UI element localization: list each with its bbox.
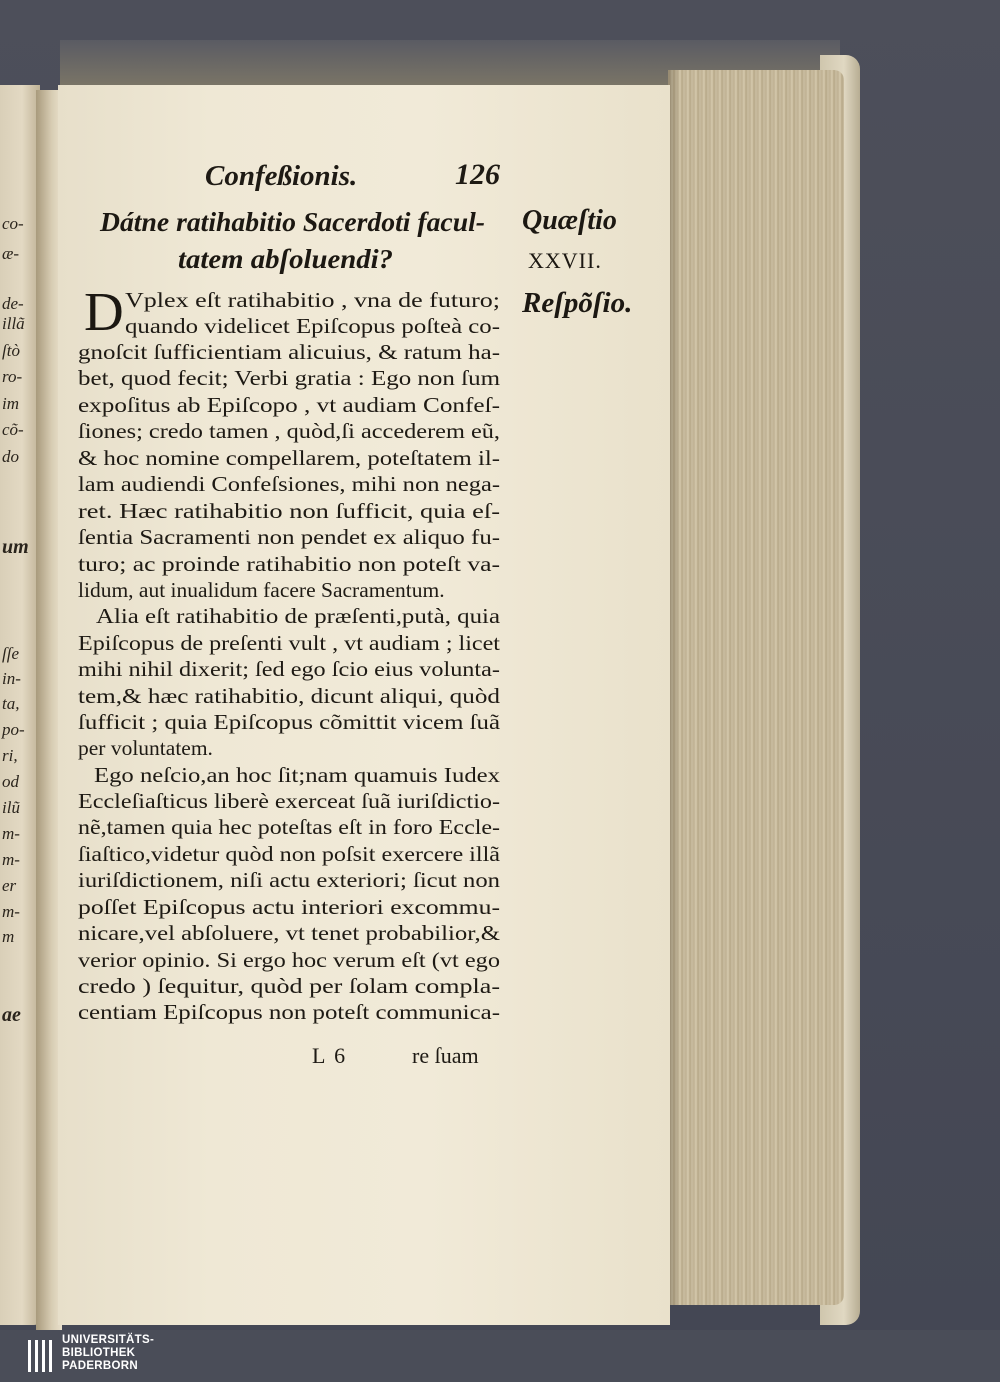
body-line: Ego neſcio,an hoc ſit;nam quamuis Iudex xyxy=(94,763,500,787)
catchword: re ſuam xyxy=(412,1043,479,1068)
body-line: ſiones; credo tamen , quòd,ſi accederem eũ, xyxy=(78,419,500,443)
page-number: 126 xyxy=(455,158,500,191)
body-line: quando videlicet Epiſcopus poſteà co- xyxy=(125,314,500,338)
body-line: Epiſcopus de preſenti vult , vt audiam ; licet xyxy=(78,631,500,655)
previous-page-fragment: æ- xyxy=(2,244,19,263)
drop-capital: D xyxy=(84,281,124,342)
body-line: nẽ,tamen quia hec poteſtas eſt in foro Eccle- xyxy=(78,815,501,839)
library-logo-icon xyxy=(28,1340,54,1372)
previous-page-fragment: in- xyxy=(2,669,21,688)
body-line: & hoc nomine compellarem, poteſtatem il- xyxy=(78,446,501,470)
previous-page-fragment: ſtò xyxy=(2,341,20,360)
body-line: ret. Hæc ratihabitio non ſufficit, quia eſ- xyxy=(78,499,500,523)
margin-question-number: XXVII. xyxy=(528,248,602,273)
body-line: bet, quod fecit; Verbi gratia : Ego non ſum xyxy=(78,366,500,390)
previous-page-fragment: co- xyxy=(2,214,24,233)
body-line: turo; ac proinde ratihabitio non poteſt va- xyxy=(78,552,500,576)
previous-page-fragment: po- xyxy=(2,720,25,739)
previous-page-fragment: cõ- xyxy=(2,420,24,439)
body-line: per voluntatem. xyxy=(78,736,213,760)
body-line: expoſitus ab Epiſcopo , vt audiam Confeſ- xyxy=(78,393,500,417)
previous-page xyxy=(0,85,40,1325)
previous-page-fragment: ſſe xyxy=(2,644,19,663)
previous-page-fragment: um xyxy=(2,536,29,558)
previous-page-fragment: ta, xyxy=(2,694,20,713)
previous-page-fragment: ae xyxy=(2,1004,21,1026)
previous-page-fragment: ro- xyxy=(2,367,23,386)
previous-page-fragment: do xyxy=(2,447,19,466)
logo-line: PADERBORN xyxy=(62,1360,138,1372)
logo-line: BIBLIOTHEK xyxy=(62,1347,136,1359)
previous-page-fragment: od xyxy=(2,772,19,791)
previous-page-fragment: m xyxy=(2,927,15,946)
body-line: lam audiendi Confeſsiones, mihi non nega- xyxy=(78,472,500,496)
previous-page-fragment: ri, xyxy=(2,746,18,765)
body-line: lidum, aut inualidum facere Sacramentum. xyxy=(78,578,445,602)
page-block-edges xyxy=(668,70,844,1305)
body-line: tem,& hæc ratihabitio, dicunt aliqui, quòd xyxy=(78,684,500,708)
previous-page-fragment: illã xyxy=(2,314,25,333)
previous-page-fragment: m- xyxy=(2,824,20,843)
body-line: nicare,vel abſoluere, vt tenet probabilior,& xyxy=(78,921,500,945)
library-logo-text xyxy=(62,1334,154,1373)
previous-page-fragment: de- xyxy=(2,294,24,313)
body-line: iuriſdictionem, niſi actu exteriori; ſicut non xyxy=(78,868,500,892)
body-line: mihi nihil dixerit; ſed ego ſcio eius volunta- xyxy=(78,657,501,681)
body-line: Vplex eſt ratihabitio , vna de futuro; xyxy=(125,288,500,312)
body-line: poſſet Epiſcopus actu interiori excommu- xyxy=(78,895,501,919)
body-line: ſentia Sacramenti non pendet ex aliquo fu- xyxy=(78,525,500,549)
logo-line: UNIVERSITÄTS- xyxy=(62,1334,155,1346)
previous-page-fragment: im xyxy=(2,394,19,413)
question-title-line-1: Dátne ratihabitio Sacerdoti facul- xyxy=(100,207,486,237)
previous-page-fragment: ilũ xyxy=(2,798,20,817)
signature-mark: L 6 xyxy=(312,1043,348,1068)
body-line: ſufficit ; quia Epiſcopus cõmittit vicem ſuã xyxy=(78,710,501,734)
previous-page-fragment: m- xyxy=(2,902,20,921)
margin-question-label: Quæſtio xyxy=(522,205,617,236)
running-head: Confeßionis. xyxy=(205,160,358,192)
body-line: ſiaſtico,videtur quòd non poſsit exercere illã xyxy=(78,842,500,866)
body-line: centiam Epiſcopus non poteſt communica- xyxy=(78,1000,500,1024)
body-line: credo ) ſequitur, quòd per ſolam compla- xyxy=(78,974,500,998)
previous-page-fragment: m- xyxy=(2,850,20,869)
body-line: gnoſcit ſufficientiam alicuius, & ratum ha- xyxy=(78,340,500,364)
previous-page-fragment: er xyxy=(2,876,17,895)
body-line: verior opinio. Si ergo hoc verum eſt (vt ego xyxy=(78,948,500,972)
body-line: Alia eſt ratihabitio de præſenti,putà, quia xyxy=(96,604,500,628)
body-line: Eccleſiaſticus liberè exerceat ſuã iuriſdictio- xyxy=(78,789,500,813)
margin-response-label: Reſpõſio. xyxy=(522,287,633,319)
question-title-line-2: tatem abſoluendi? xyxy=(178,244,393,274)
